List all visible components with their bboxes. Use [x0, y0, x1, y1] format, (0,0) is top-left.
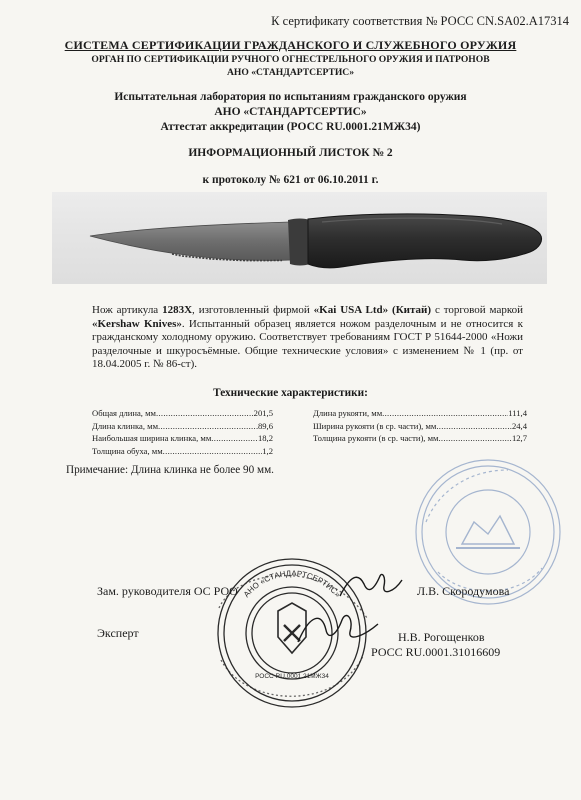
laboratory-line-1: Испытательная лаборатория по испытаниям гражданского оружия — [114, 91, 467, 103]
spec-row — [313, 420, 527, 433]
spec-value: 12,7 — [511, 433, 527, 444]
signer-name-expert: Н.В. Рогощенков — [398, 630, 485, 644]
organ-ano: АНО «СТАНДАРТСЕРТИС» — [226, 67, 355, 78]
organ-title: ОРГАН ПО СЕРТИФИКАЦИИ РУЧНОГО ОГНЕСТРЕЛЬНОГО ОРУЖИЯ И ПАТРОНОВ — [91, 54, 490, 65]
specs-left-column — [92, 407, 273, 457]
stamp-code: РОСС RU.0001.21МЖ34 — [255, 673, 329, 680]
manufacturer-name: «Kai USA Ltd» — [313, 304, 389, 316]
signer-role-deputy: Зам. руководителя ОС РОО — [97, 584, 238, 598]
brand-name: «Kershaw Knives» — [92, 317, 182, 330]
signer-name-deputy: Л.В. Скородумова — [417, 584, 510, 598]
protocol-reference: к протоколу № 621 от 06.10.2011 г. — [202, 174, 379, 186]
description-brand-intro: с торговой маркой — [431, 304, 523, 316]
spec-value: 24,4 — [511, 420, 527, 431]
spec-label: Общая длина, мм — [92, 408, 156, 418]
spec-row — [92, 407, 273, 420]
stamp-center-text: АНО «СТАНДАРТСЕРТИС» — [241, 568, 343, 600]
article-number: 1283X — [162, 304, 193, 316]
specs-right-column — [313, 407, 527, 445]
description-intro: Нож артикула — [92, 304, 163, 316]
spec-label: Наибольшая ширина клинка, мм — [92, 433, 212, 444]
spec-label: Толщина обуха, мм — [92, 445, 163, 456]
system-title: СИСТЕМА СЕРТИФИКАЦИИ ГРАЖДАНСКОГО И СЛУЖЕБНОГО ОРУЖИЯ — [64, 38, 517, 52]
spec-label: Толщина рукояти (в ср. части), мм — [313, 433, 439, 444]
spec-row — [92, 420, 273, 433]
certificate-reference: К сертификату соответствия № РОСС CN.SA02.A17314 — [271, 14, 569, 28]
laboratory-line-2: АНО «СТАНДАРТСЕРТИС» — [214, 106, 367, 118]
spec-value: 111,4 — [508, 408, 527, 418]
specs-title: Технические характеристики: — [213, 387, 368, 399]
signature-1 — [336, 566, 406, 606]
manufacturer-country: (Китай) — [388, 304, 432, 316]
spec-value: 1,2 — [262, 445, 273, 456]
description-paragraph — [92, 304, 523, 372]
note: Примечание: Длина клинка не более 90 мм. — [66, 464, 274, 476]
spec-value: 89,6 — [257, 420, 273, 431]
knife-photo — [52, 192, 547, 284]
signature-2 — [292, 606, 382, 652]
laboratory-accreditation: Аттестат аккредитации (РОСС RU.0001.21МЖ34) — [160, 121, 421, 133]
sheet-title: ИНФОРМАЦИОННЫЙ ЛИСТОК № 2 — [188, 147, 393, 159]
spec-value: 18,2 — [257, 433, 273, 444]
spec-value: 201,5 — [253, 408, 273, 418]
spec-label: Длина клинка, мм — [92, 420, 159, 431]
spec-row — [92, 445, 273, 458]
spec-label: Ширина рукояти (в ср. части), мм — [313, 420, 437, 431]
expert-registration: РОСС RU.0001.31016609 — [371, 645, 501, 659]
spec-label: Длина рукояти, мм — [313, 408, 383, 418]
knife-illustration — [52, 192, 547, 284]
spec-row — [313, 407, 527, 420]
description-manufactured: , изготовленный фирмой — [192, 304, 314, 316]
spec-row — [92, 432, 273, 445]
signer-role-expert: Эксперт — [97, 626, 139, 640]
spec-row — [313, 432, 527, 445]
description-body: . Испытанный образец является ножом разделочным и не относится к гражданскому холодному оружию. Соответствует требованиям ГОСТ Р 51644-2000 «Ножи разделочные и шкуросъёмные. Общие технические условия» с изменением № 1 (пр. от 18.04.2005 г. № 86-ст). — [92, 317, 523, 371]
